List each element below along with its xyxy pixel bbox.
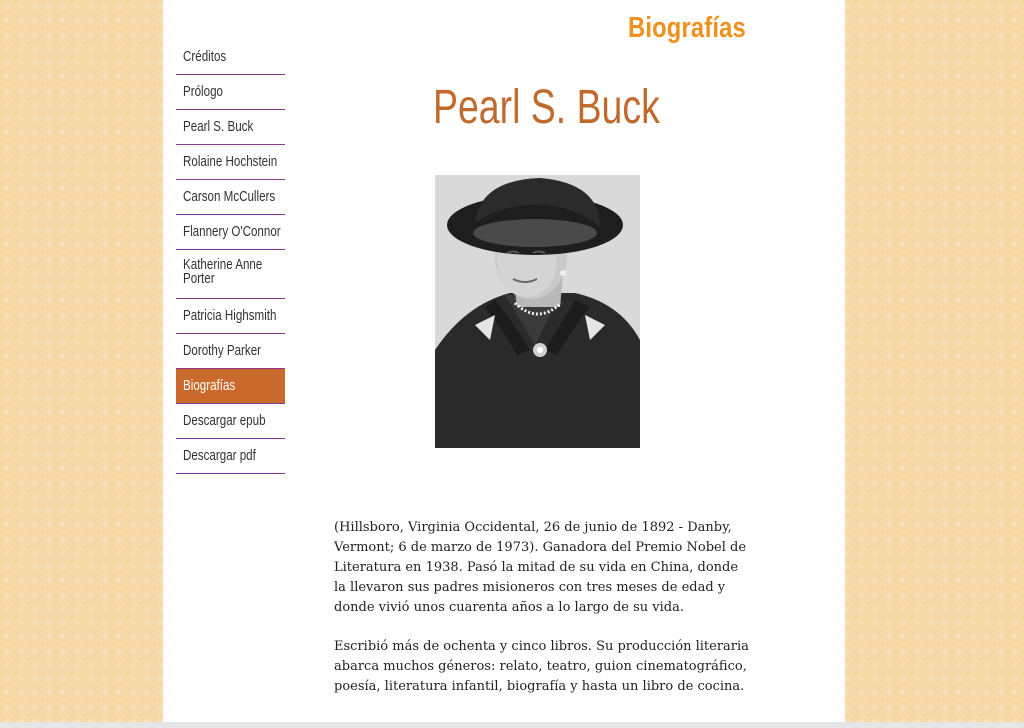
sidebar-item-label: Dorothy Parker	[183, 343, 262, 359]
article-title: Pearl S. Buck	[433, 81, 660, 134]
sidebar-item-biografias[interactable]	[176, 369, 285, 404]
sidebar-item-flannery-oconnor[interactable]	[176, 215, 285, 250]
author-portrait	[435, 175, 640, 448]
sidebar-item-label: Flannery O'Connor	[183, 224, 281, 240]
sidebar-item-prologo[interactable]	[176, 75, 285, 110]
sidebar-item-label: Créditos	[183, 49, 227, 65]
sidebar-item-label: Patricia Highsmith	[183, 308, 277, 324]
sidebar-item-label: Prólogo	[183, 84, 223, 100]
sidebar-item-dorothy-parker[interactable]	[176, 334, 285, 369]
sidebar-item-pearl-s-buck[interactable]	[176, 110, 285, 145]
sidebar-item-label: Rolaine Hochstein	[183, 154, 278, 170]
sidebar-item-creditos[interactable]	[176, 40, 285, 75]
sidebar-item-label: Descargar epub	[183, 413, 266, 429]
sidebar-item-katherine-anne-porter[interactable]	[176, 250, 285, 299]
sidebar-item-descargar-pdf[interactable]	[176, 439, 285, 474]
sidebar-item-label: Biografías	[183, 378, 236, 394]
article-body	[334, 518, 754, 716]
sidebar-item-patricia-highsmith[interactable]	[176, 299, 285, 334]
article-paragraph: Escribió más de ochenta y cinco libros. Su producción literaria abarca muchos géneros: relato, teatro, guion cinematográfico, poesía, literatura infantil, biografía y hasta un libro de cocina.	[334, 639, 749, 694]
window-bottom-bar	[0, 722, 1024, 728]
article-paragraph: (Hillsboro, Virginia Occidental, 26 de junio de 1892 - Danby, Vermont; 6 de marzo de 1973). Ganadora del Premio Nobel de Literatura en 1938. Pasó la mitad de su vida en China, donde la llevaron sus padres misioneros con tres meses de edad y donde vivió unos cuarenta años a lo largo de su vida.	[334, 520, 747, 615]
page-content	[163, 0, 845, 728]
sidebar-item-label: Katherine Anne Porter	[183, 257, 263, 287]
section-title: Biografías	[628, 12, 746, 44]
sidebar-nav	[176, 40, 285, 474]
portrait-illustration	[435, 175, 640, 448]
sidebar-item-label: Descargar pdf	[183, 448, 256, 464]
sidebar-item-label: Pearl S. Buck	[183, 119, 254, 135]
sidebar-item-label: Carson McCullers	[183, 189, 276, 205]
sidebar-item-rolaine-hochstein[interactable]	[176, 145, 285, 180]
sidebar-item-descargar-epub[interactable]	[176, 404, 285, 439]
sidebar-item-carson-mccullers[interactable]	[176, 180, 285, 215]
